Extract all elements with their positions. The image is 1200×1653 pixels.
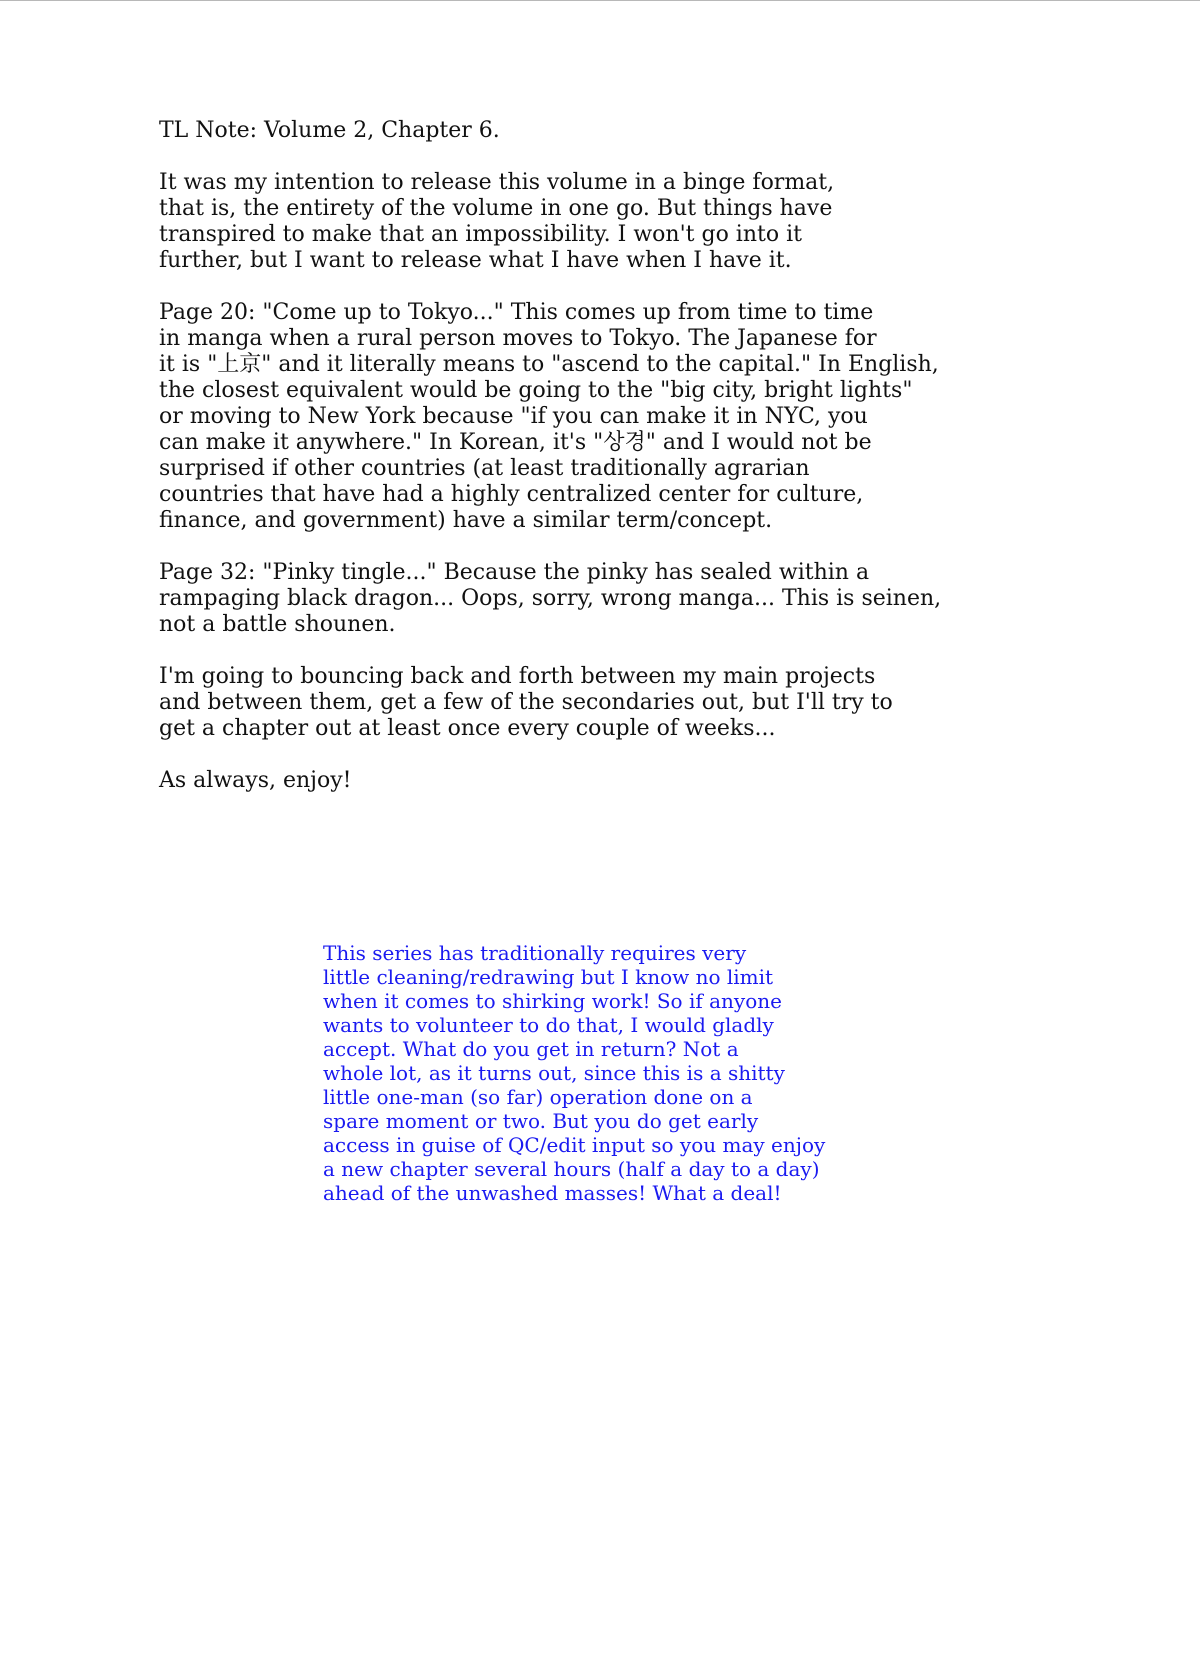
note-paragraph-page-20: Page 20: "Come up to Tokyo..." This comes up from time to time in manga when a rural person moves to Tokyo. The Japanese for it is "上京" and it literally means to "ascend to the capital." In English, the closest equivalent would be going to the "big city, bright lights" or moving to New York because "if you can make it in NYC, you can make it anywhere." In Korean, it's "상경" and I would not be surprised if other countries (at least traditionally agrarian countries that have had a highly centralized center for culture, finance, and government) have a similar term/concept. [159, 300, 939, 533]
note-paragraph-schedule: I'm going to bouncing back and forth between my main projects and between them, get a few of the secondaries out, but I'll try to get a chapter out at least once every couple of weeks... [159, 664, 893, 741]
note-paragraph-page-32: Page 32: "Pinky tingle..." Because the pinky has sealed within a rampaging black dragon... Oops, sorry, wrong manga... This is seinen, not a battle shounen. [159, 560, 942, 637]
translator-note [159, 118, 1059, 820]
note-paragraph-release: It was my intention to release this volume in a binge format, that is, the entirety of the volume in one go. But things have transpired to make that an impossibility. I won't go into it further, but I want to release what I have when I have it. [159, 170, 835, 273]
volunteer-recruitment-note: This series has traditionally requires very little cleaning/redrawing but I know no limit when it comes to shirking work! So if anyone wants to volunteer to do that, I would gladly accept. What do you get in return? Not a whole lot, as it turns out, since this is a shitty little one-man (so far) operation done on a spare moment or two. But you do get early access in guise of QC/edit input so you may enjoy a new chapter several hours (half a day to a day) ahead of the unwashed masses! What a deal! [323, 941, 826, 1205]
note-paragraph-closing: As always, enjoy! [159, 768, 352, 793]
page-top-border [0, 0, 1200, 1]
note-heading: TL Note: Volume 2, Chapter 6. [159, 118, 500, 143]
